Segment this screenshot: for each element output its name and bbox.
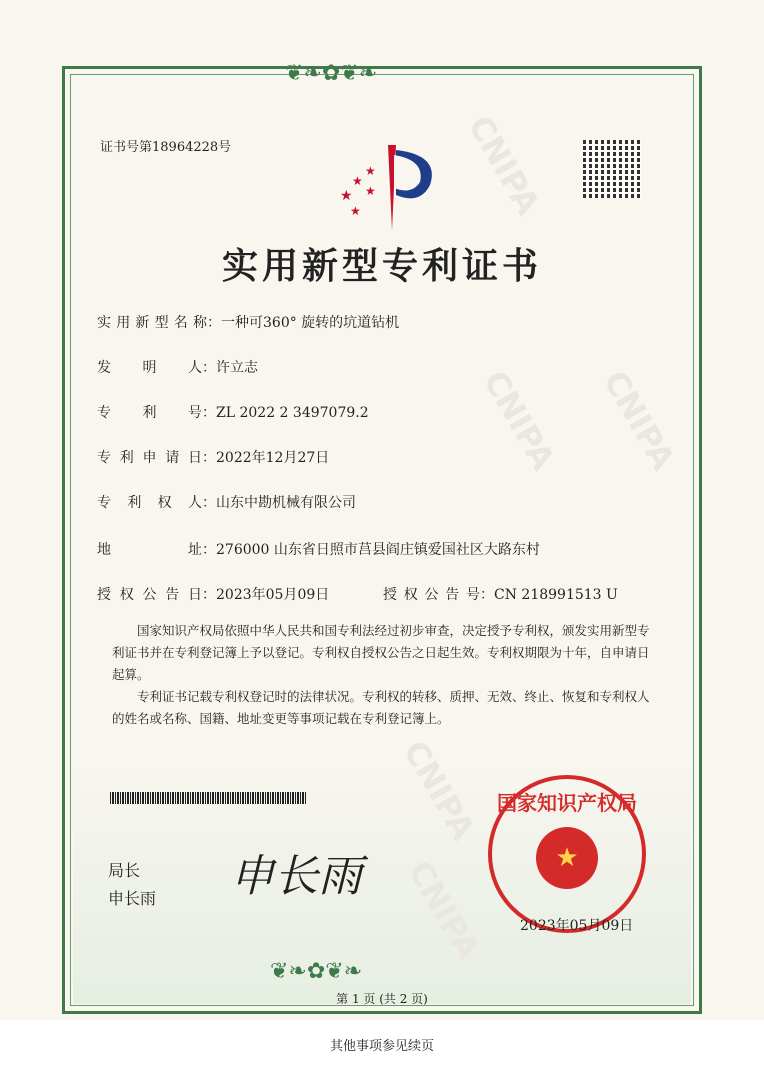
barcode <box>110 792 306 804</box>
watermark: CNIPA <box>460 109 548 222</box>
signatory-name: 申长雨 <box>108 889 157 908</box>
field-label: 地址 <box>97 542 202 558</box>
field-patentee <box>97 492 356 512</box>
field-value: ：山东中勘机械有限公司 <box>202 495 356 511</box>
field-label: 发明人 <box>97 360 202 376</box>
field-patent-number <box>97 402 369 422</box>
field-label: 授权公告号 <box>383 587 480 603</box>
ornament-bottom: ❦❧✿❦❧ <box>270 959 363 984</box>
svg-text:★: ★ <box>340 188 353 204</box>
field-inventor <box>97 357 258 377</box>
page-number: 第 1 页 (共 2 页) <box>336 992 428 1006</box>
svg-text:★: ★ <box>365 184 376 198</box>
field-label: 专利号 <box>97 405 202 421</box>
footer-note: 其他事项参见续页 <box>329 1039 434 1054</box>
field-value: ：一种可360° 旋转的坑道钻机 <box>207 315 400 331</box>
seal-text: 国家知识产权局 <box>497 791 637 815</box>
handwritten-signature: 申长雨 <box>230 851 362 902</box>
field-label: 专利申请日 <box>97 450 202 466</box>
field-value: ：CN 218991513 U <box>480 587 618 603</box>
cnipa-logo <box>330 140 440 230</box>
certificate-title: 实用新型专利证书 <box>221 245 542 287</box>
field-application-date <box>97 447 329 467</box>
svg-text:★: ★ <box>365 164 376 178</box>
watermark: CNIPA <box>400 854 488 967</box>
svg-text:★: ★ <box>350 204 361 218</box>
field-value: ：2023年05月09日 <box>202 587 330 603</box>
field-address <box>97 539 540 559</box>
field-label: 授权公告日 <box>97 587 202 603</box>
watermark: CNIPA <box>395 734 483 847</box>
field-value: ：276000 山东省日照市莒县阎庄镇爱国社区大路东村 <box>202 542 540 558</box>
national-emblem-icon: ★ <box>536 827 598 889</box>
field-announcement-date <box>97 584 329 604</box>
field-value: ：ZL 2022 2 3497079.2 <box>202 405 369 421</box>
certificate-number: 证书号第18964228号 <box>100 140 232 155</box>
qr-code <box>583 140 641 198</box>
svg-text:★: ★ <box>352 174 363 188</box>
statement-paragraph: 专利证书记载专利权登记时的法律状况。专利权的转移、质押、无效、终止、恢复和专利权人的姓名或名称、国籍、地址变更等事项记载在专利登记簿上。 <box>112 689 650 726</box>
signatory-title: 局长 <box>108 861 141 880</box>
watermark: CNIPA <box>595 364 683 477</box>
field-value: ：许立志 <box>202 360 258 376</box>
seal-date: 2023年05月09日 <box>520 918 634 934</box>
watermark: CNIPA <box>475 364 563 477</box>
field-announcement-number <box>383 584 618 604</box>
ornament-top: ❦❧✿❦❧ <box>285 61 378 86</box>
statement-paragraph: 国家知识产权局依照中华人民共和国专利法经过初步审查，决定授予专利权，颁发实用新型专利证书并在专利登记簿上予以登记。专利权自授权公告之日起生效。专利权期限为十年，自申请日起算。 <box>112 623 650 682</box>
field-label: 专利权人 <box>97 495 202 511</box>
field-utility-model-name <box>97 312 399 332</box>
official-seal <box>488 775 646 933</box>
field-value: ：2022年12月27日 <box>202 450 330 466</box>
field-label: 实用新型名称 <box>97 315 207 331</box>
